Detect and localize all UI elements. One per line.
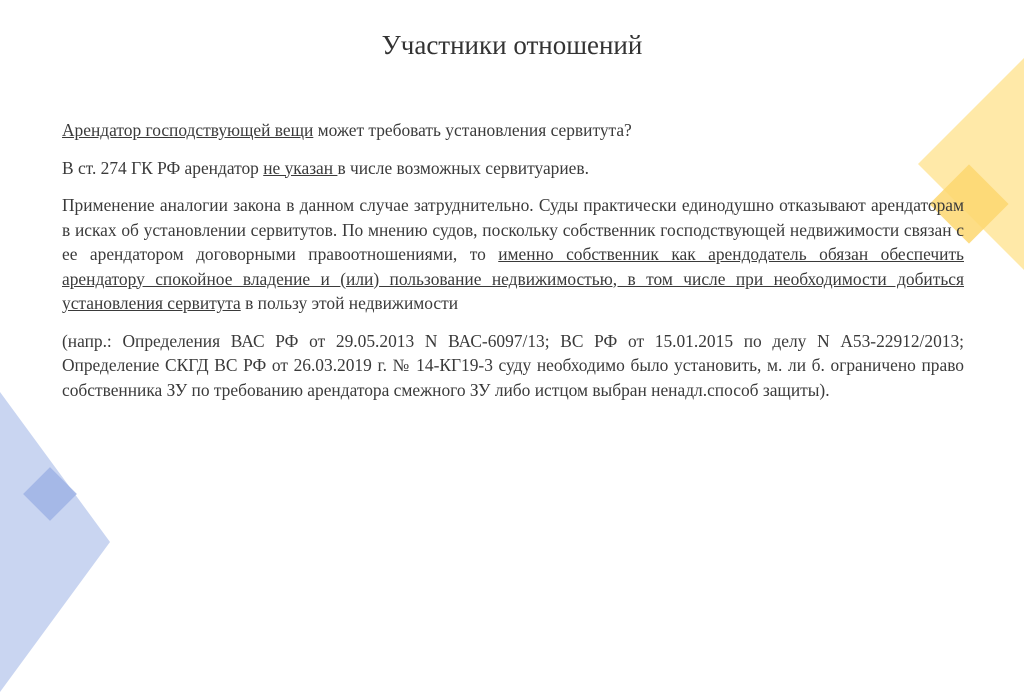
- paragraph-case-references: (напр.: Определения ВАС РФ от 29.05.2013 N ВАС-6097/13; ВС РФ от 15.01.2015 по делу N А53-22912/2013; Определение СКГД ВС РФ от 26.03.2019 г. № 14-КГ19-3 суду необходимо было установить, м. ли б. ограничено право собственника ЗУ по требованию арендатора смежного ЗУ либо истцом выбран ненадл.способ защиты).: [62, 330, 964, 400]
- underlined-phrase: не указан: [263, 157, 338, 178]
- paragraph-text: в числе возможных сервитуариев.: [337, 157, 589, 178]
- paragraph-analogy: [62, 193, 964, 316]
- paragraph-question: [62, 118, 964, 143]
- paragraph-text: в пользу этой недвижимости: [240, 293, 459, 313]
- paragraph-article-274: [62, 156, 964, 181]
- slide-body: [62, 118, 964, 415]
- paragraph-text: может требовать установления сервитута?: [313, 120, 632, 140]
- underlined-phrase: именно собственник как арендодатель обязан обеспечить арендатору спокойное владение и (или) пользование недвижимостью, в том числе при необходимости добиться установления сервитута: [62, 244, 964, 313]
- paragraph-text: В ст. 274 ГК РФ арендатор: [62, 157, 264, 178]
- decorative-blue-triangle: [0, 392, 110, 692]
- slide-title: Участники отношений: [381, 30, 643, 60]
- underlined-phrase: Арендатор господствующей вещи: [62, 120, 314, 140]
- paragraph-text: Применение аналогии закона в данном случае затруднительно. Суды практически единодушно отказывают арендаторам в исках об установлении сервитутов. По мнению судов, поскольку собственник господствующей недвижимости связан с ее арендатором договорными правоотношениями, то: [62, 195, 964, 264]
